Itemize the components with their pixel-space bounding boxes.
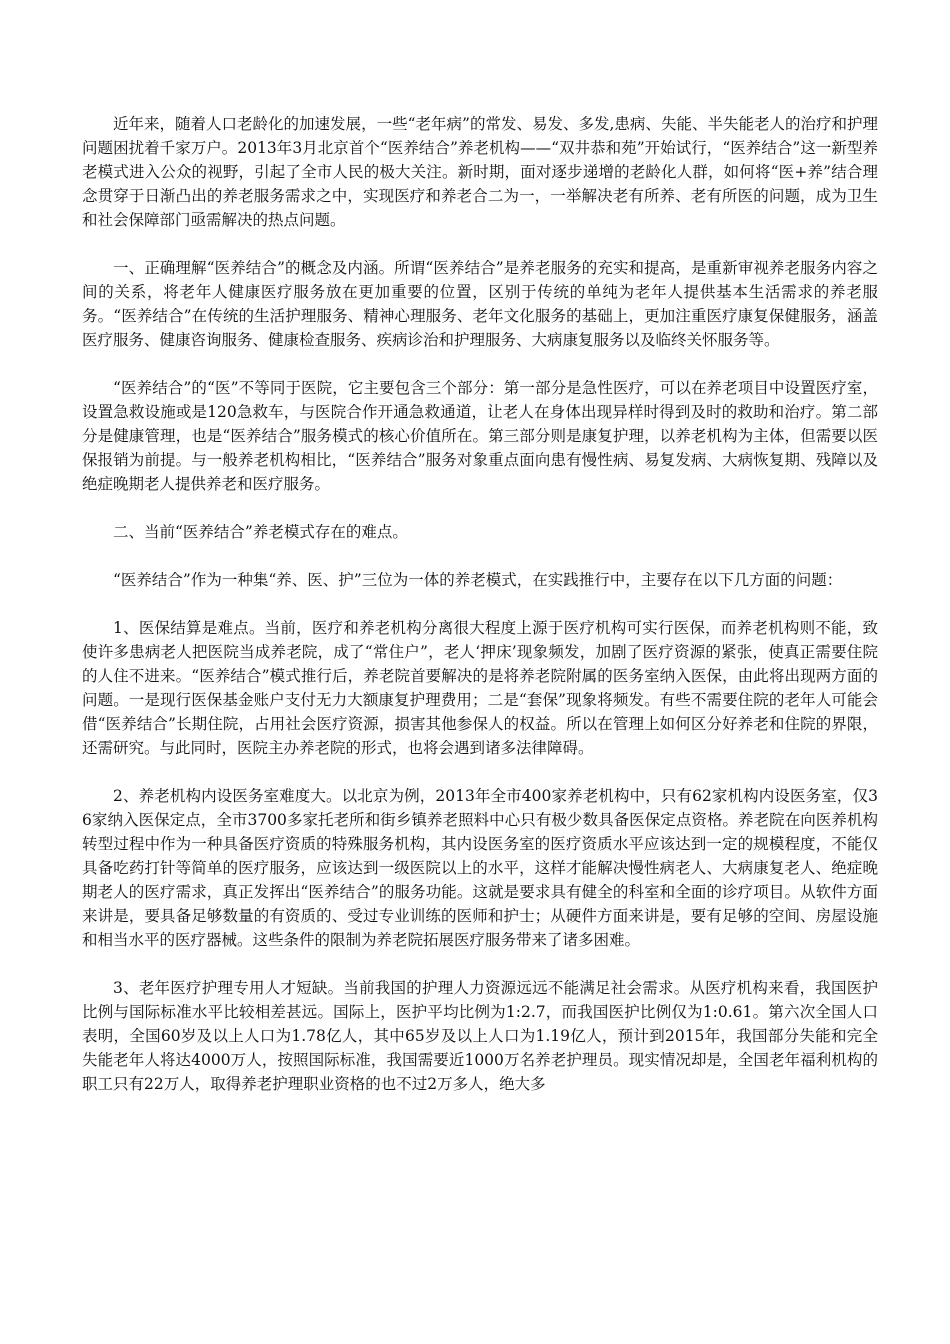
point-one-paragraph: 1、医保结算是难点。当前，医疗和养老机构分离很大程度上源于医疗机构可实行医保，而养老机构则不能，致使许多患病老人把医院当成养老院，成了“常住户”，老人‘押床’现象频发，加剧了医疗资源的紧张，使真正需要住院的人住不进来。“医养结合”模式推行后，养老院首要解决的是将养老院附属的医务室纳入医保，由此将出现两方面的问题。一是现行医保基金账户支付无力大额康复护理费用；二是“套保”现象将频发。有些不需要住院的老年人可能会借“医养结合”长期住院，占用社会医疗资源，损害其他参保人的权益。所以在管理上如何区分好养老和住院的界限，还需研究。与此同时，医院主办养老院的形式，也将会遇到诸多法律障碍。 [82,619,878,757]
problems-intro-paragraph: “医养结合”作为一种集“养、医、护”三位为一体的养老模式，在实践推行中，主要存在以下几方面的问题： [113,571,843,589]
section-two-heading: 二、当前“医养结合”养老模式存在的难点。 [113,523,408,541]
section-one-paragraph: 一、正确理解“医养结合”的概念及内涵。所谓“医养结合”是养老服务的充实和提高，是重新审视养老服务内容之间的关系，将老年人健康医疗服务放在更加重要的位置，区别于传统的单纯为老年人提供基本生活需求的养老服务。“医养结合”在传统的生活护理服务、精神心理服务、老年文化服务的基础上，更加注重医疗康复保健服务，涵盖医疗服务、健康咨询服务、健康检查服务、疾病诊治和护理服务、大病康复服务以及临终关怀服务等。 [82,259,878,349]
medical-components-paragraph: “医养结合”的“医”不等同于医院，它主要包含三个部分：第一部分是急性医疗，可以在养老项目中设置医疗室，设置急救设施或是120急救车，与医院合作开通急救通道，让老人在身体出现异样时得到及时的救助和治疗。第二部分是健康管理，也是“医养结合”服务模式的核心价值所在。第三部分则是康复护理，以养老机构为主体，但需要以医保报销为前提。与一般养老机构相比，“医养结合”服务对象重点面向患有慢性病、易复发病、大病恢复期、残障以及绝症晚期老人提供养老和医疗服务。 [82,379,878,493]
intro-paragraph: 近年来，随着人口老龄化的加速发展，一些“老年病”的常发、易发、多发,患病、失能、半失能老人的治疗和护理问题困扰着千家万户。2013年3月北京首个“医养结合”养老机构——“双井恭和苑”开始试行，“医养结合”这一新型养老模式进入公众的视野，引起了全市人民的极大关注。新时期，面对逐步递增的老龄化人群，如何将“医+养”结合理念贯穿于日渐凸出的养老服务需求之中，实现医疗和养老合二为一，一举解决老有所养、老有所医的问题，成为卫生和社会保障部门亟需解决的热点问题。 [82,115,878,229]
document-page [82,112,878,1120]
point-three-paragraph: 3、老年医疗护理专用人才短缺。当前我国的护理人力资源远远不能满足社会需求。从医疗机构来看，我国医护比例与国际标准水平比较相差甚远。国际上，医护平均比例为1:2.7，而我国医护比例仅为1:0.61。第六次全国人口表明，全国60岁及以上人口为1.78亿人，其中65岁及以上人口为1.19亿人，预计到2015年，我国部分失能和完全失能老年人将达4000万人，按照国际标准，我国需要近1000万名养老护理员。现实情况却是，全国老年福利机构的职工只有22万人，取得养老护理职业资格的也不过2万多人，绝大多 [82,979,878,1093]
point-two-paragraph: 2、养老机构内设医务室难度大。以北京为例，2013年全市400家养老机构中，只有62家机构内设医务室，仅36家纳入医保定点，全市3700多家托老所和街乡镇养老照料中心只有极少数具备医保定点资格。养老院在向医养机构转型过程中作为一种具备医疗资质的特殊服务机构，其内设医务室的医疗资质水平应该达到一定的规模程度，不能仅具备吃药打针等简单的医疗服务，应该达到一级医院以上的水平，这样才能解决慢性病老人、大病康复老人、绝症晚期老人的医疗需求，真正发挥出“医养结合”的服务功能。这就是要求具有健全的科室和全面的诊疗项目。从软件方面来讲是，要具备足够数量的有资质的、受过专业训练的医师和护士；从硬件方面来讲是，要有足够的空间、房屋设施和相当水平的医疗器械。这些条件的限制为养老院拓展医疗服务带来了诸多困难。 [82,787,878,949]
